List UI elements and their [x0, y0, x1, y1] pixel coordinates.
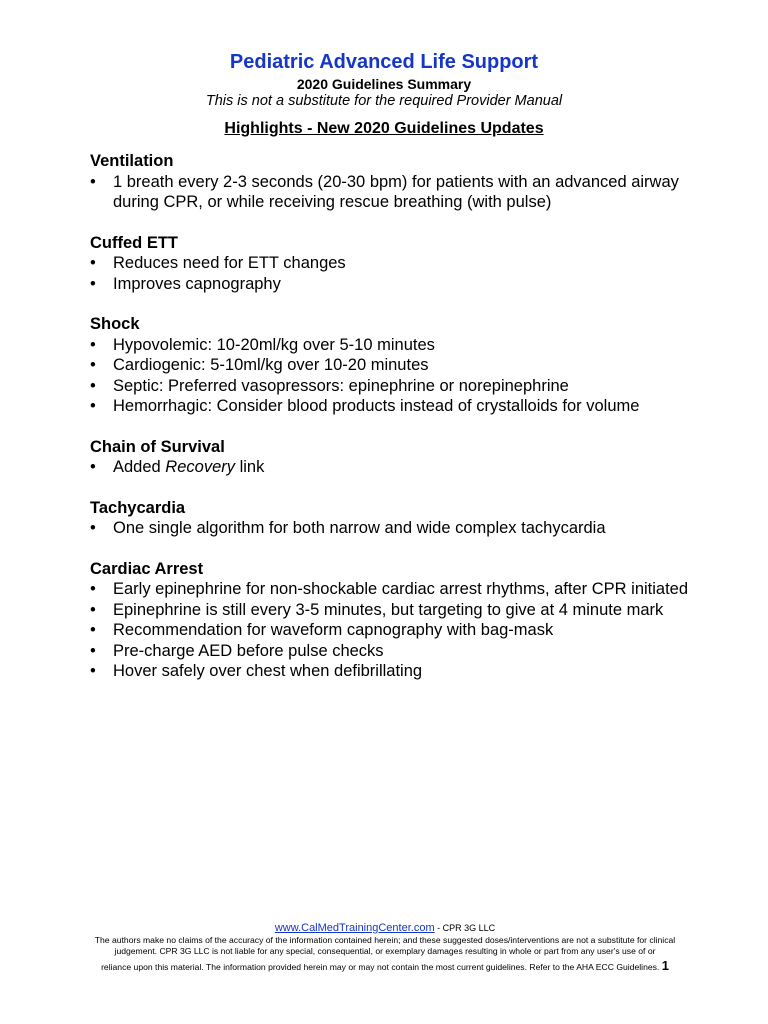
bullet-item: [90, 274, 710, 295]
bullet-icon: •: [90, 356, 96, 374]
bullet-item: [90, 253, 710, 274]
section-title: Cuffed ETT: [90, 233, 178, 252]
bullet-icon: •: [90, 397, 96, 415]
section: [90, 498, 710, 539]
bullet-icon: •: [90, 662, 96, 680]
bullet-item: [90, 396, 710, 417]
section: [90, 437, 710, 478]
bullet-text: Septic: Preferred vasopressors: epinephrine or norepinephrine: [113, 376, 569, 395]
footer-company: - CPR 3G LLC: [434, 923, 496, 933]
bullet-text: Epinephrine is still every 3-5 minutes, but targeting to give at 4 minute mark: [113, 600, 664, 619]
bullet-item: [90, 457, 710, 478]
page-footer: [90, 922, 680, 973]
bullet-item: [90, 579, 710, 600]
bullet-icon: •: [90, 335, 96, 354]
section: [90, 559, 710, 682]
bullet-item: [90, 600, 710, 621]
bullet-text: Hemorrhagic: Consider blood products instead of crystalloids for volume: [113, 397, 640, 415]
bullet-icon: •: [90, 458, 96, 476]
bullet-text: Cardiogenic: 5-10ml/kg over 10-20 minutes: [113, 356, 429, 374]
bullet-icon: •: [90, 274, 96, 293]
highlights-heading: Highlights - New 2020 Guidelines Updates: [224, 120, 544, 137]
bullet-icon: •: [90, 376, 96, 395]
section-title: Chain of Survival: [90, 437, 225, 456]
bullet-icon: •: [90, 519, 96, 537]
section: [90, 151, 710, 213]
bullet-item: [90, 355, 710, 376]
bullet-text: Improves capnography: [113, 274, 281, 293]
bullet-icon: •: [90, 621, 96, 639]
bullet-text: Pre-charge AED before pulse checks: [113, 641, 384, 660]
bullet-item: [90, 518, 710, 539]
bullet-text: Reduces need for ETT changes: [113, 254, 346, 272]
bullet-text: 1 breath every 2-3 seconds (20-30 bpm) for patients with an advanced airway during CPR, or while receiving rescue breathing (with pulse): [113, 172, 679, 211]
footer-legal-text-end: reliance upon this material. The information provided herein may or may not contain the most current guidelines. Refer to the AHA ECC Guidelines.: [101, 962, 660, 972]
footer-legal-text: The authors make no claims of the accuracy of the information contained herein; and these suggested doses/interventions are not a substitute for clinical judgement. CPR 3G LLC is not liable for any special, consequential, or exemplary damages resulting in whole or part from any user's use of or: [94, 935, 676, 956]
bullet-icon: •: [90, 254, 96, 272]
bullet-text: Early epinephrine for non-shockable cardiac arrest rhythms, after CPR initiated: [113, 580, 689, 598]
page-subtitle: 2020 Guidelines Summary: [296, 76, 472, 92]
section: [90, 233, 710, 295]
bullet-item: [90, 172, 710, 213]
section-title: Tachycardia: [90, 498, 186, 517]
bullet-text: One single algorithm for both narrow and wide complex tachycardia: [113, 519, 606, 537]
bullet-text: Recommendation for waveform capnography with bag-mask: [113, 621, 554, 639]
bullet-text: link: [235, 458, 265, 476]
manual-disclaimer: This is not a substitute for the required Provider Manual: [205, 93, 563, 109]
bullet-icon: •: [90, 580, 96, 598]
bullet-item: [90, 376, 710, 397]
guidelines-content: [90, 151, 710, 702]
bullet-icon: •: [90, 172, 96, 191]
bullet-text: Added: [113, 458, 166, 476]
footer-website-link[interactable]: www.CalMedTrainingCenter.com: [274, 922, 435, 934]
section-title: Ventilation: [90, 152, 174, 170]
bullet-item: [90, 661, 710, 682]
bullet-item: [90, 335, 710, 356]
page-title: Pediatric Advanced Life Support: [229, 51, 539, 73]
bullet-text: Hover safely over chest when defibrillating: [113, 662, 423, 680]
bullet-text: Hypovolemic: 10-20ml/kg over 5-10 minutes: [113, 335, 435, 354]
bullet-item: [90, 641, 710, 662]
section-title: Shock: [90, 315, 140, 333]
bullet-text-emphasis: Recovery: [165, 458, 235, 476]
bullet-icon: •: [90, 641, 96, 660]
section: [90, 314, 710, 417]
page-number: 1: [661, 958, 669, 973]
bullet-icon: •: [90, 600, 96, 619]
bullet-item: [90, 620, 710, 641]
section-title: Cardiac Arrest: [90, 559, 204, 578]
